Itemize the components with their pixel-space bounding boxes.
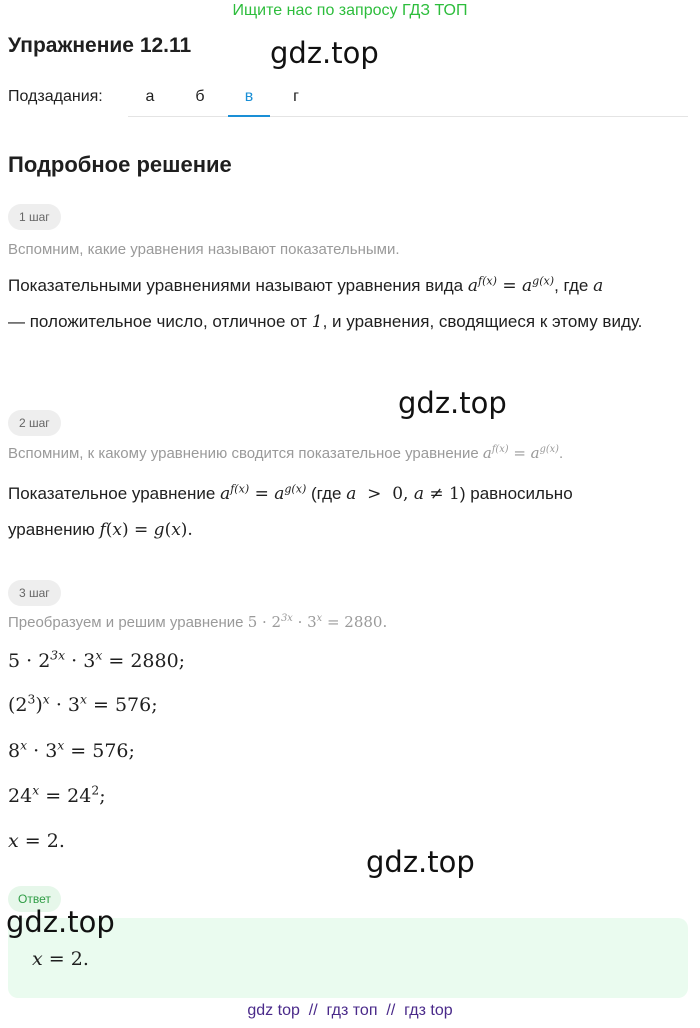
- step-2-text-c: ) равносильно: [459, 484, 573, 503]
- formula-one: 1: [311, 312, 323, 332]
- answer-value: x = 2.: [32, 948, 89, 970]
- section-title: Подробное решение: [8, 152, 232, 177]
- watermark: gdz.top: [6, 905, 115, 939]
- page-title: Упражнение 12.11: [8, 34, 192, 57]
- step-2-hint-text: Вспомним, к какому уравнению сводится показательное уравнение: [8, 445, 483, 462]
- tab-b[interactable]: б: [195, 88, 205, 105]
- step-1-text-b: , где: [554, 276, 594, 295]
- step-2-hint: [8, 444, 563, 462]
- step-2-text-b: (где: [306, 484, 347, 503]
- formula-original: $5 \cdot 2^{3x} \cdot 3^x = 2880$.: [247, 613, 388, 631]
- step-1-hint: Вспомним, какие уравнения называют показательными.: [8, 241, 400, 258]
- step-1-text-c: — положительное число, отличное от: [8, 312, 312, 331]
- step-2-badge: 2 шаг: [8, 410, 61, 436]
- step-2-text-d: уравнению: [8, 520, 100, 539]
- step-3-hint: [8, 613, 387, 631]
- formula-exp-eq: $a^{f(x)} = a^{g(x)}$: [482, 444, 559, 462]
- solution-line-5: x = 2.: [8, 830, 65, 852]
- period: .: [558, 445, 564, 462]
- solution-line-4: $24^x = 24^2$;: [8, 783, 106, 807]
- solution-line-1: $5 \cdot 2^{3x} \cdot 3^x = 2880$;: [8, 648, 186, 672]
- step-3-hint-text: Преобразуем и решим уравнение: [8, 614, 248, 631]
- step-1-badge: 1 шаг: [8, 204, 61, 230]
- step-1-text-a: Показательными уравнениями называют уравнения вида: [8, 276, 468, 295]
- search-banner: Ищите нас по запросу ГДЗ ТОП: [232, 2, 468, 19]
- watermark: gdz.top: [270, 36, 379, 70]
- footer-links: gdz top // гдз топ // гдз top: [247, 1002, 453, 1019]
- watermark: gdz.top: [398, 386, 507, 420]
- watermark: gdz.top: [366, 845, 475, 879]
- tab-v[interactable]: в: [228, 88, 270, 117]
- step-1-text: [8, 268, 688, 340]
- formula-a: a: [593, 276, 604, 296]
- formula-fx-eq-gx: f(x) = g(x).: [99, 520, 193, 540]
- tab-a[interactable]: а: [145, 88, 155, 105]
- subtasks-label: Подзадания:: [8, 88, 103, 105]
- formula-condition: a > 0, a ≠ 1: [346, 484, 460, 504]
- tab-g[interactable]: г: [293, 88, 299, 105]
- step-1-text-d: , и уравнения, сводящиеся к этому виду.: [322, 312, 643, 331]
- subtasks-bar: [8, 86, 688, 118]
- step-2-text: [8, 476, 688, 548]
- answer-badge: Ответ: [8, 886, 61, 912]
- step-2-text-a: Показательное уравнение: [8, 484, 221, 503]
- step-3-badge: 3 шаг: [8, 580, 61, 606]
- tabs-divider: [128, 116, 688, 117]
- formula-exp-eq: $a^{f(x)} = a^{g(x)}$: [220, 482, 307, 504]
- solution-line-2: $(2^3)^x \cdot 3^x = 576$;: [8, 692, 158, 716]
- solution-line-3: $8^x \cdot 3^x = 576$;: [8, 738, 135, 762]
- formula-exp-eq: $a^{f(x)} = a^{g(x)}$: [467, 274, 555, 296]
